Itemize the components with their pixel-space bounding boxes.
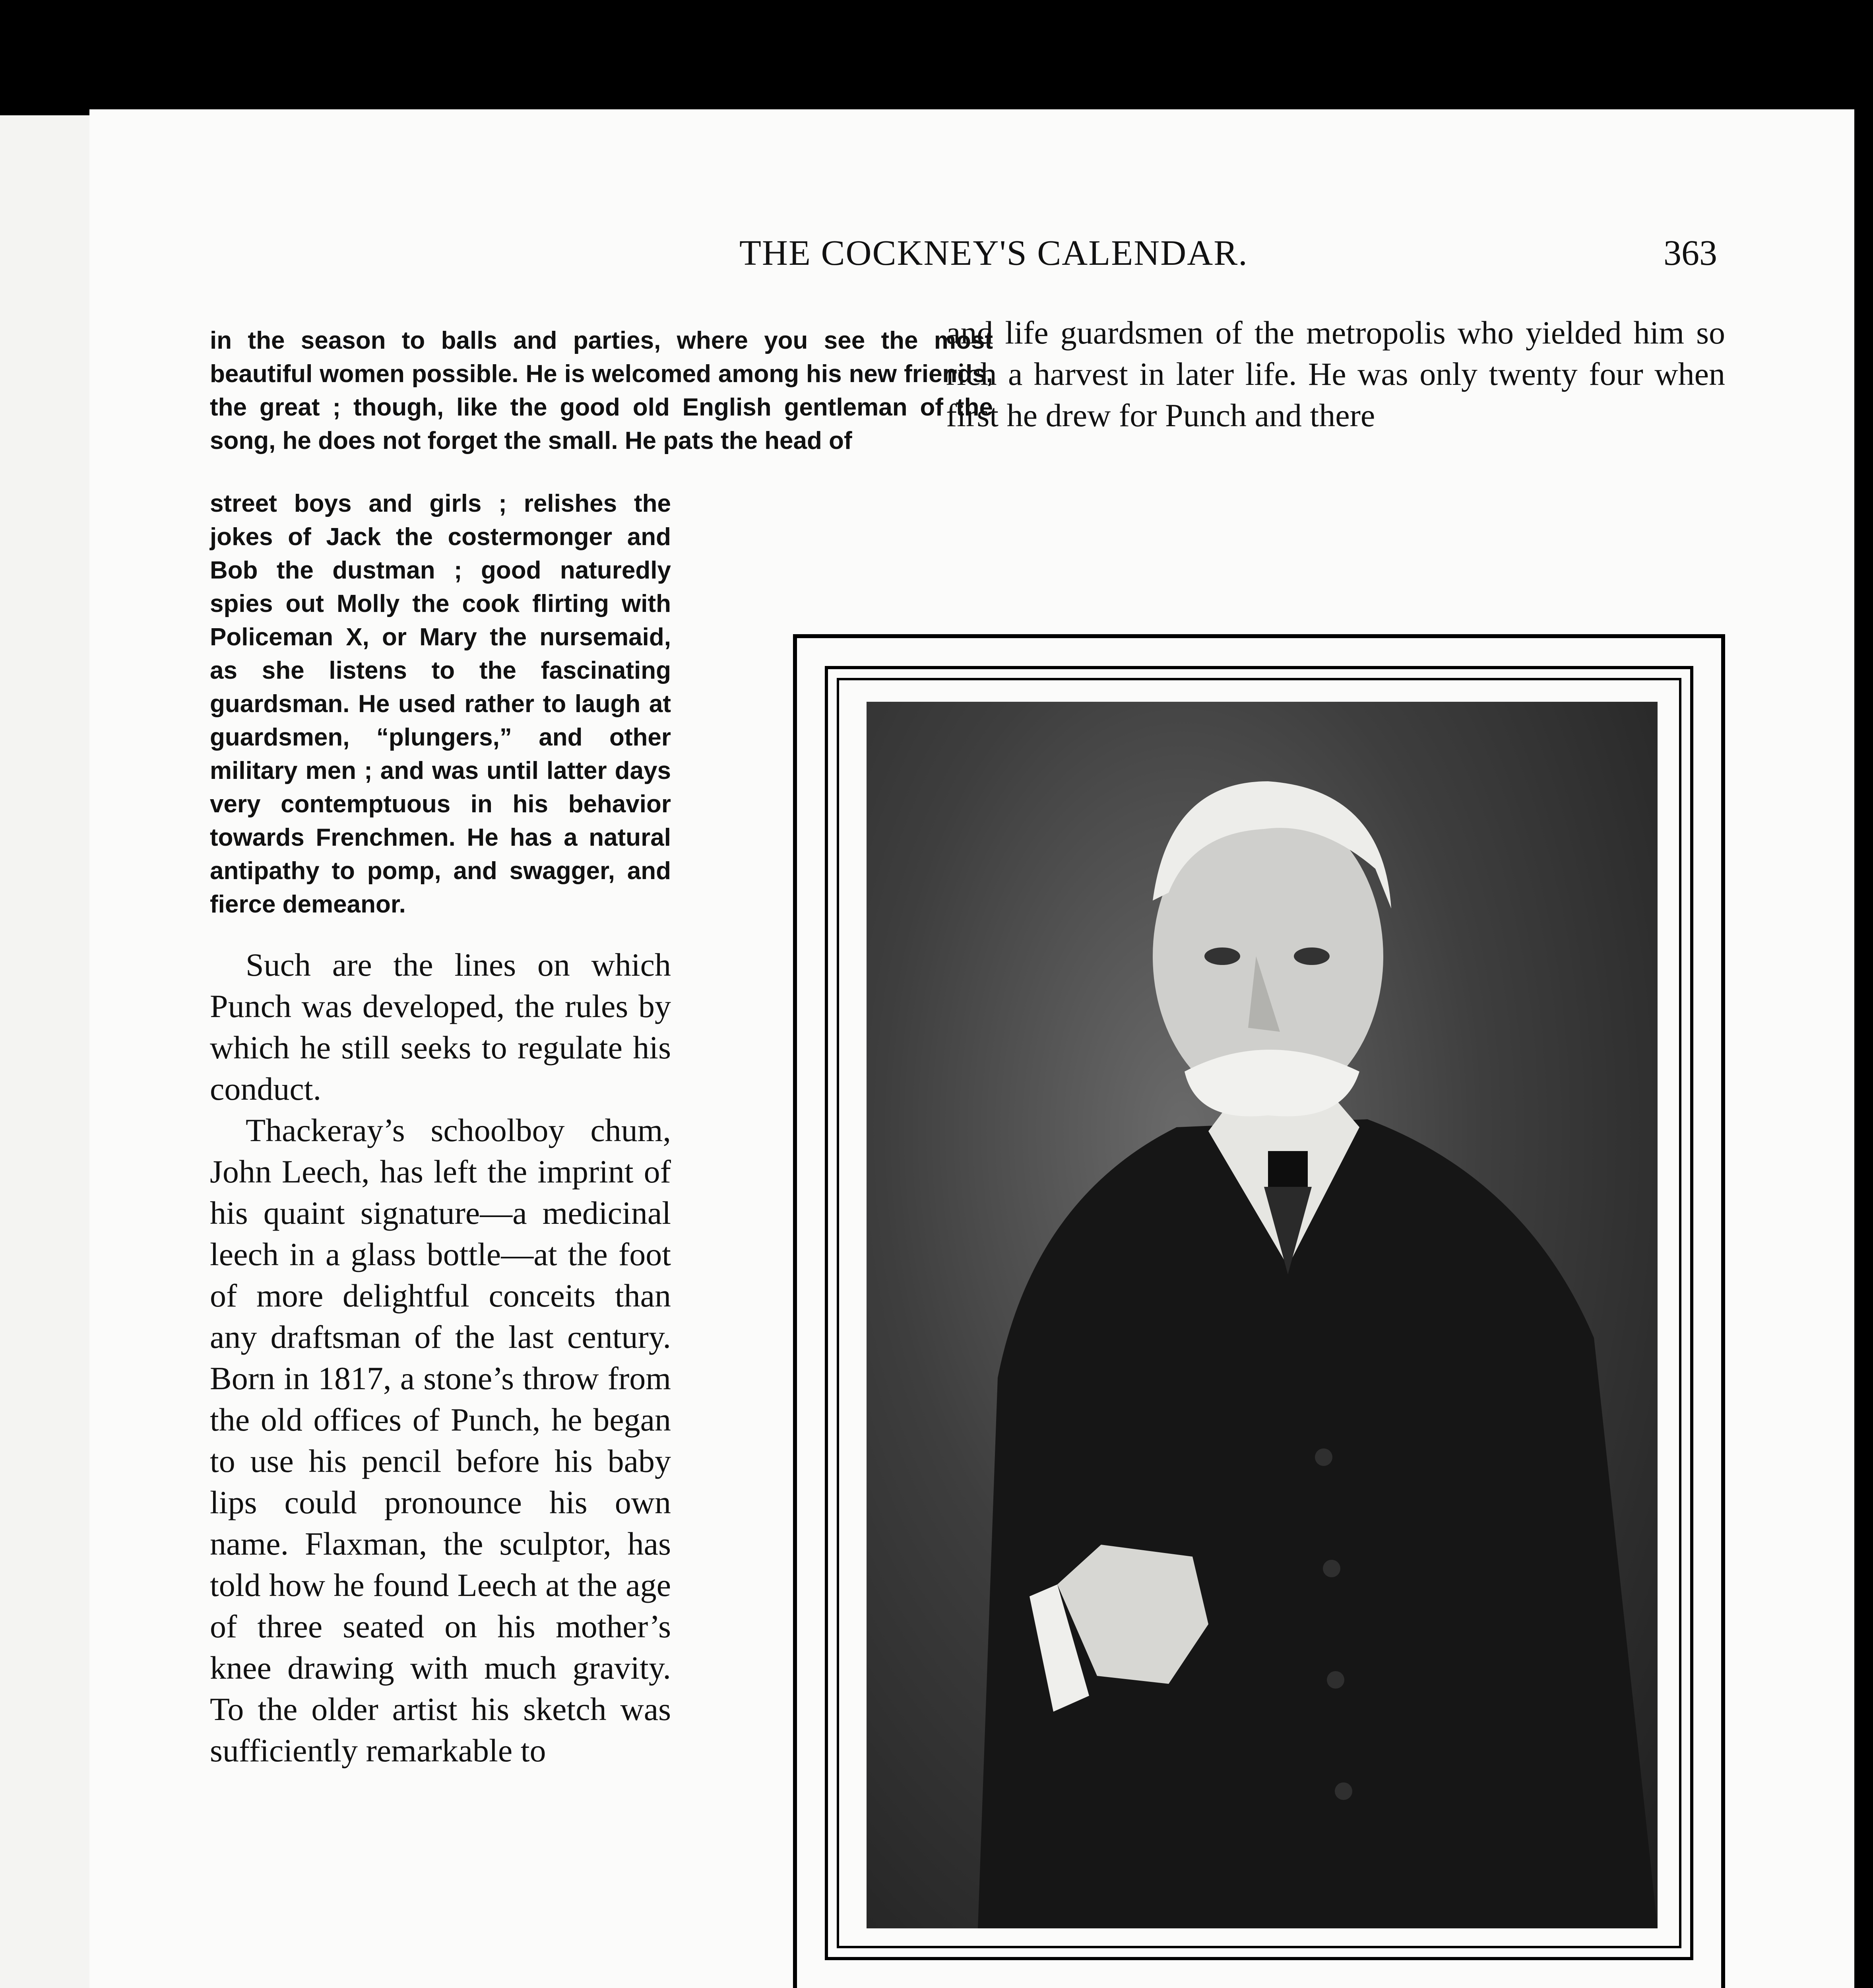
portrait-illustration xyxy=(867,702,1658,1928)
paragraph: Thackeray’s schoolboy chum, John Leech, has left the imprint of his quaint signature—a medicinal leech in a glass bottle—at the foot of more delightful conceits than any draftsman of the last century. Born in 1817, a stone’s throw from the old offices of Punch, he began to use his pencil before his baby lips could pronounce his own name. Flaxman, the sculptor, has told how he found Leech at the age of three seated on his mother’s knee drawing with much gravity. To the older artist his sketch was sufficiently remarkable to xyxy=(210,1112,671,1769)
portrait-photo xyxy=(867,702,1658,1928)
paragraph: Such are the lines on which Punch was developed, the rules by which he still seeks to regulate his conduct. xyxy=(210,947,671,1107)
right-top-text: and life guardsmen of the metropolis who yielded him so rich a harvest in later life. He was only twenty four when first he drew for Punch and there xyxy=(946,315,1725,433)
book-page xyxy=(89,109,1854,1988)
page-title: THE COCKNEY'S CALENDAR. xyxy=(739,233,1248,273)
running-header xyxy=(89,233,1854,280)
page-number: 363 xyxy=(1664,233,1717,273)
left-bold-narrow-paragraph: street boys and girls ; relishes the jokes of Jack the costermonger and Bob the dustman ; good naturedly spies out Molly the cook flirting with Policeman X, or Mary the nursemaid, as she listens to the fascinating guardsman. He used rather to laugh at guardsmen, “plungers,” and other military men ; and was until latter days very contemptuous in his behavior towards Frenchmen. He has a natural antipathy to pomp, and swagger, and fierce demeanor. xyxy=(210,490,671,918)
left-narrow-text xyxy=(210,944,671,1771)
portrait-frame xyxy=(793,634,1725,1988)
left-bold-paragraph: in the season to balls and parties, where you see the most beautiful women possible. He is welcomed among his new friends, the great ; though, like the good old English gentleman of the song, he does not forget the small. He pats the head of xyxy=(210,327,993,454)
